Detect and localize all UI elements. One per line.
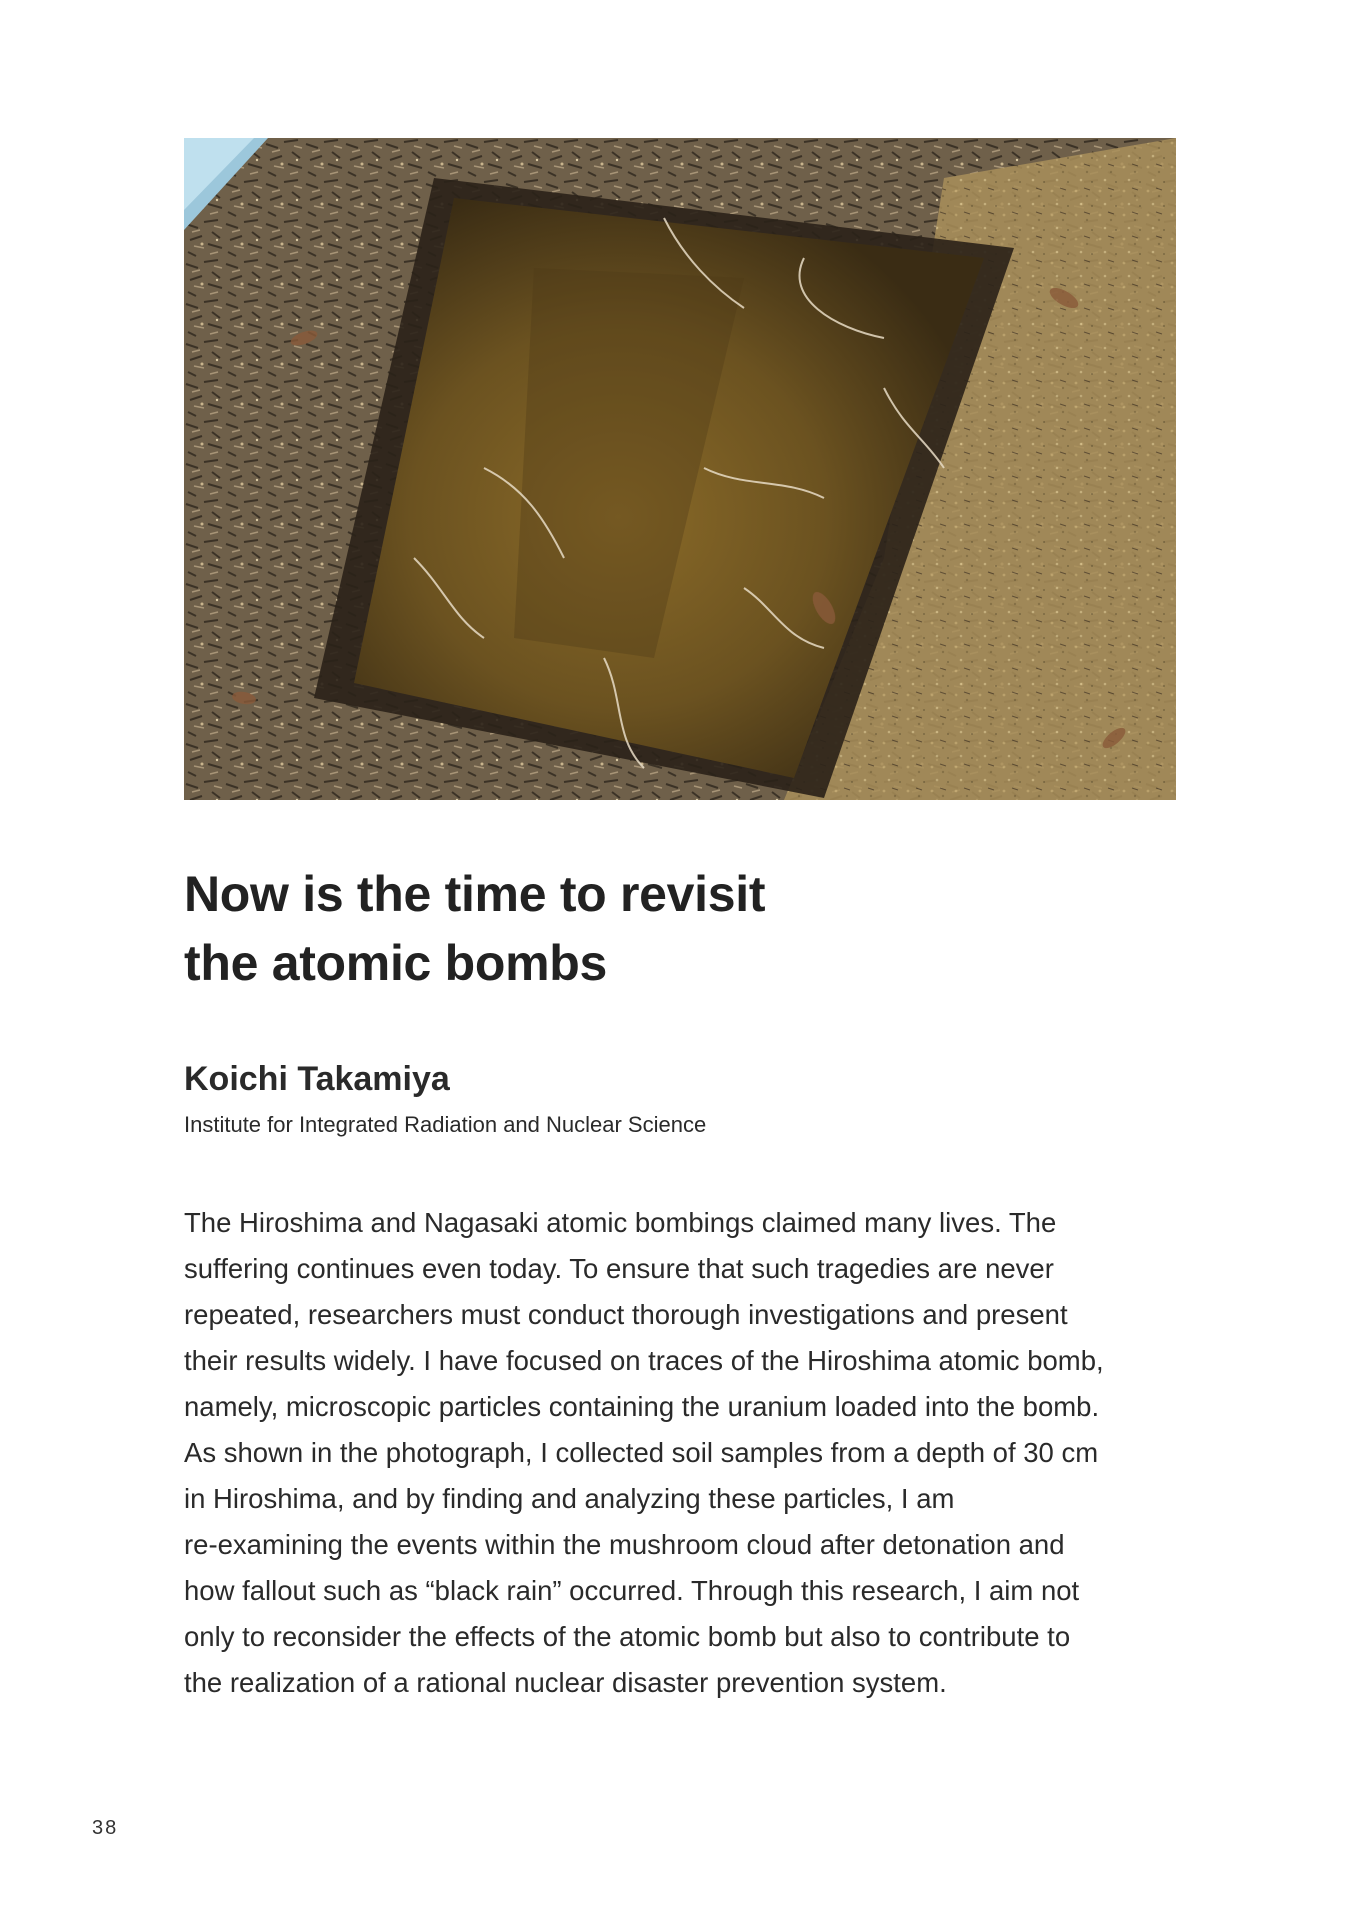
body-line: suffering continues even today. To ensure that such tragedies are never [184, 1253, 1054, 1284]
body-line: The Hiroshima and Nagasaki atomic bombings claimed many lives. The [184, 1207, 1057, 1238]
article-title [184, 860, 1176, 998]
body-line: their results widely. I have focused on traces of the Hiroshima atomic bomb, [184, 1345, 1104, 1376]
body-line: only to reconsider the effects of the atomic bomb but also to contribute to [184, 1621, 1071, 1652]
body-line: repeated, researchers must conduct thorough investigations and present [184, 1299, 1068, 1330]
article-title-line: Now is the time to revisit [184, 866, 766, 922]
article-title-line: the atomic bombs [184, 935, 608, 991]
soil-pit-photo [184, 138, 1176, 800]
article-body [184, 1200, 1184, 1706]
soil-pit-illustration [184, 138, 1176, 800]
page-number: 38 [92, 1817, 119, 1839]
body-line: namely, microscopic particles containing the uranium loaded into the bomb. [184, 1391, 1100, 1422]
body-line: re-examining the events within the mushroom cloud after detonation and [184, 1529, 1065, 1560]
author-affiliation: Institute for Integrated Radiation and Nuclear Science [184, 1112, 707, 1137]
body-line: in Hiroshima, and by finding and analyzing these particles, I am [184, 1483, 955, 1514]
author-name: Koichi Takamiya [184, 1060, 450, 1098]
body-line: how fallout such as “black rain” occurred. Through this research, I aim not [184, 1575, 1080, 1606]
body-line: As shown in the photograph, I collected soil samples from a depth of 30 cm [184, 1437, 1099, 1468]
body-line: the realization of a rational nuclear disaster prevention system. [184, 1667, 947, 1698]
